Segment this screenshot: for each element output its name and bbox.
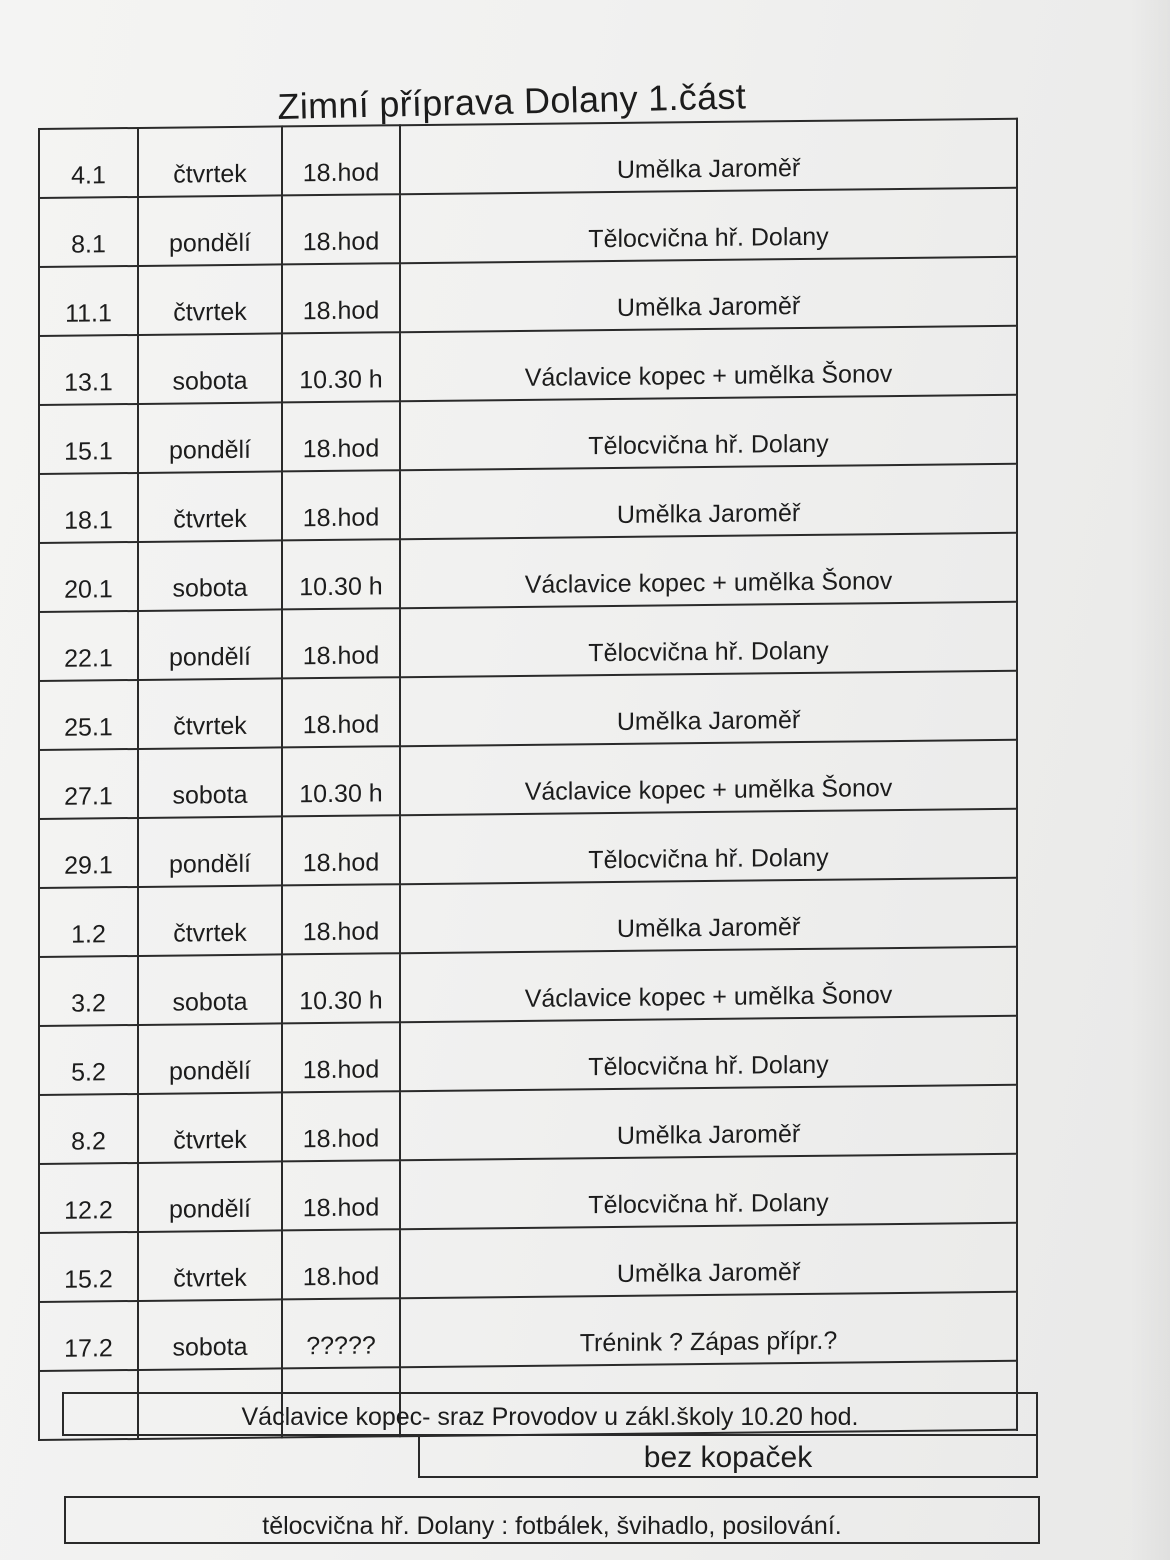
place-cell: Václavice kopec + umělka Šonov	[400, 326, 1017, 401]
time-cell: 18.hod	[282, 815, 400, 885]
time-cell: 18.hod	[282, 884, 400, 954]
day-cell: pondělí	[138, 402, 282, 473]
place-cell: Umělka Jaroměř	[400, 1223, 1017, 1298]
date-cell: 5.2	[39, 1025, 138, 1095]
place-cell: Umělka Jaroměř	[400, 257, 1017, 332]
day-cell: čtvrtek	[138, 1092, 282, 1163]
table-row	[39, 395, 1017, 474]
table-row	[39, 1085, 1017, 1164]
schedule-table-body	[39, 119, 1017, 1440]
day-cell: čtvrtek	[138, 471, 282, 542]
place-cell: Tělocvična hř. Dolany	[400, 188, 1017, 263]
table-row	[39, 602, 1017, 681]
date-cell: 17.2	[39, 1301, 138, 1371]
table-row	[39, 188, 1017, 267]
date-cell: 3.2	[39, 956, 138, 1026]
place-cell: Umělka Jaroměř	[400, 1085, 1017, 1160]
date-cell: 29.1	[39, 818, 138, 888]
date-cell: 27.1	[39, 749, 138, 819]
table-row	[39, 257, 1017, 336]
day-cell: sobota	[138, 747, 282, 818]
place-cell: Václavice kopec + umělka Šonov	[400, 740, 1017, 815]
table-row	[39, 326, 1017, 405]
place-cell: Umělka Jaroměř	[400, 878, 1017, 953]
place-cell: Václavice kopec + umělka Šonov	[400, 947, 1017, 1022]
day-cell: čtvrtek	[138, 264, 282, 335]
day-cell: pondělí	[138, 609, 282, 680]
place-cell: Tělocvična hř. Dolany	[400, 602, 1017, 677]
time-cell: 10.30 h	[282, 746, 400, 816]
place-cell: Tělocvična hř. Dolany	[400, 1016, 1017, 1091]
table-row	[39, 947, 1017, 1026]
day-cell: čtvrtek	[138, 678, 282, 749]
table-row	[39, 1223, 1017, 1302]
day-cell: sobota	[138, 333, 282, 404]
table-row	[39, 740, 1017, 819]
document-title: Zimní příprava Dolany 1.část	[277, 75, 747, 128]
date-cell: 13.1	[39, 335, 138, 405]
day-cell: pondělí	[138, 816, 282, 887]
date-cell: 1.2	[39, 887, 138, 957]
day-cell: čtvrtek	[138, 885, 282, 956]
date-cell: 4.1	[39, 128, 138, 198]
time-cell: 18.hod	[282, 1022, 400, 1092]
table-row	[39, 809, 1017, 888]
time-cell: 18.hod	[282, 1229, 400, 1299]
time-cell: 18.hod	[282, 263, 400, 333]
date-cell: 15.1	[39, 404, 138, 474]
table-row	[39, 1292, 1017, 1371]
date-cell: 8.2	[39, 1094, 138, 1164]
time-cell: 18.hod	[282, 1160, 400, 1230]
day-cell: pondělí	[138, 1023, 282, 1094]
place-cell: Trénink ? Zápas přípr.?	[400, 1292, 1017, 1367]
time-cell: 10.30 h	[282, 539, 400, 609]
place-cell: Tělocvična hř. Dolany	[400, 395, 1017, 470]
shoes-note: bez kopaček	[418, 1434, 1038, 1478]
time-cell: 18.hod	[282, 470, 400, 540]
date-cell: 12.2	[39, 1163, 138, 1233]
day-cell: sobota	[138, 954, 282, 1025]
table-row	[39, 1154, 1017, 1233]
date-cell: 18.1	[39, 473, 138, 543]
date-cell: 11.1	[39, 266, 138, 336]
table-row	[39, 671, 1017, 750]
day-cell: sobota	[138, 540, 282, 611]
date-cell: 20.1	[39, 542, 138, 612]
meeting-note: Václavice kopec- sraz Provodov u zákl.školy 10.20 hod.	[62, 1392, 1038, 1436]
day-cell: sobota	[138, 1299, 282, 1370]
time-cell: 10.30 h	[282, 953, 400, 1023]
schedule-sheet	[38, 118, 1018, 1441]
place-cell: Václavice kopec + umělka Šonov	[400, 533, 1017, 608]
table-row	[39, 119, 1017, 198]
paper-edge-shadow	[1130, 0, 1170, 1560]
date-cell: 25.1	[39, 680, 138, 750]
table-row	[39, 533, 1017, 612]
day-cell: pondělí	[138, 1161, 282, 1232]
time-cell: 18.hod	[282, 608, 400, 678]
place-cell: Tělocvična hř. Dolany	[400, 1154, 1017, 1229]
time-cell: 18.hod	[282, 194, 400, 264]
date-cell: 15.2	[39, 1232, 138, 1302]
place-cell: Umělka Jaroměř	[400, 671, 1017, 746]
schedule-table	[38, 118, 1018, 1441]
time-cell: 10.30 h	[282, 332, 400, 402]
time-cell: 18.hod	[282, 1091, 400, 1161]
table-row	[39, 464, 1017, 543]
day-cell: čtvrtek	[138, 1230, 282, 1301]
gym-note: tělocvična hř. Dolany : fotbálek, švihadlo, posilování.	[64, 1496, 1040, 1544]
place-cell: Umělka Jaroměř	[400, 119, 1017, 194]
day-cell: čtvrtek	[138, 126, 282, 197]
time-cell: ?????	[282, 1298, 400, 1368]
time-cell: 18.hod	[282, 401, 400, 471]
place-cell: Tělocvična hř. Dolany	[400, 809, 1017, 884]
time-cell: 18.hod	[282, 125, 400, 195]
date-cell: 8.1	[39, 197, 138, 267]
day-cell: pondělí	[138, 195, 282, 266]
place-cell: Umělka Jaroměř	[400, 464, 1017, 539]
date-cell: 22.1	[39, 611, 138, 681]
table-row	[39, 878, 1017, 957]
time-cell: 18.hod	[282, 677, 400, 747]
table-row	[39, 1016, 1017, 1095]
